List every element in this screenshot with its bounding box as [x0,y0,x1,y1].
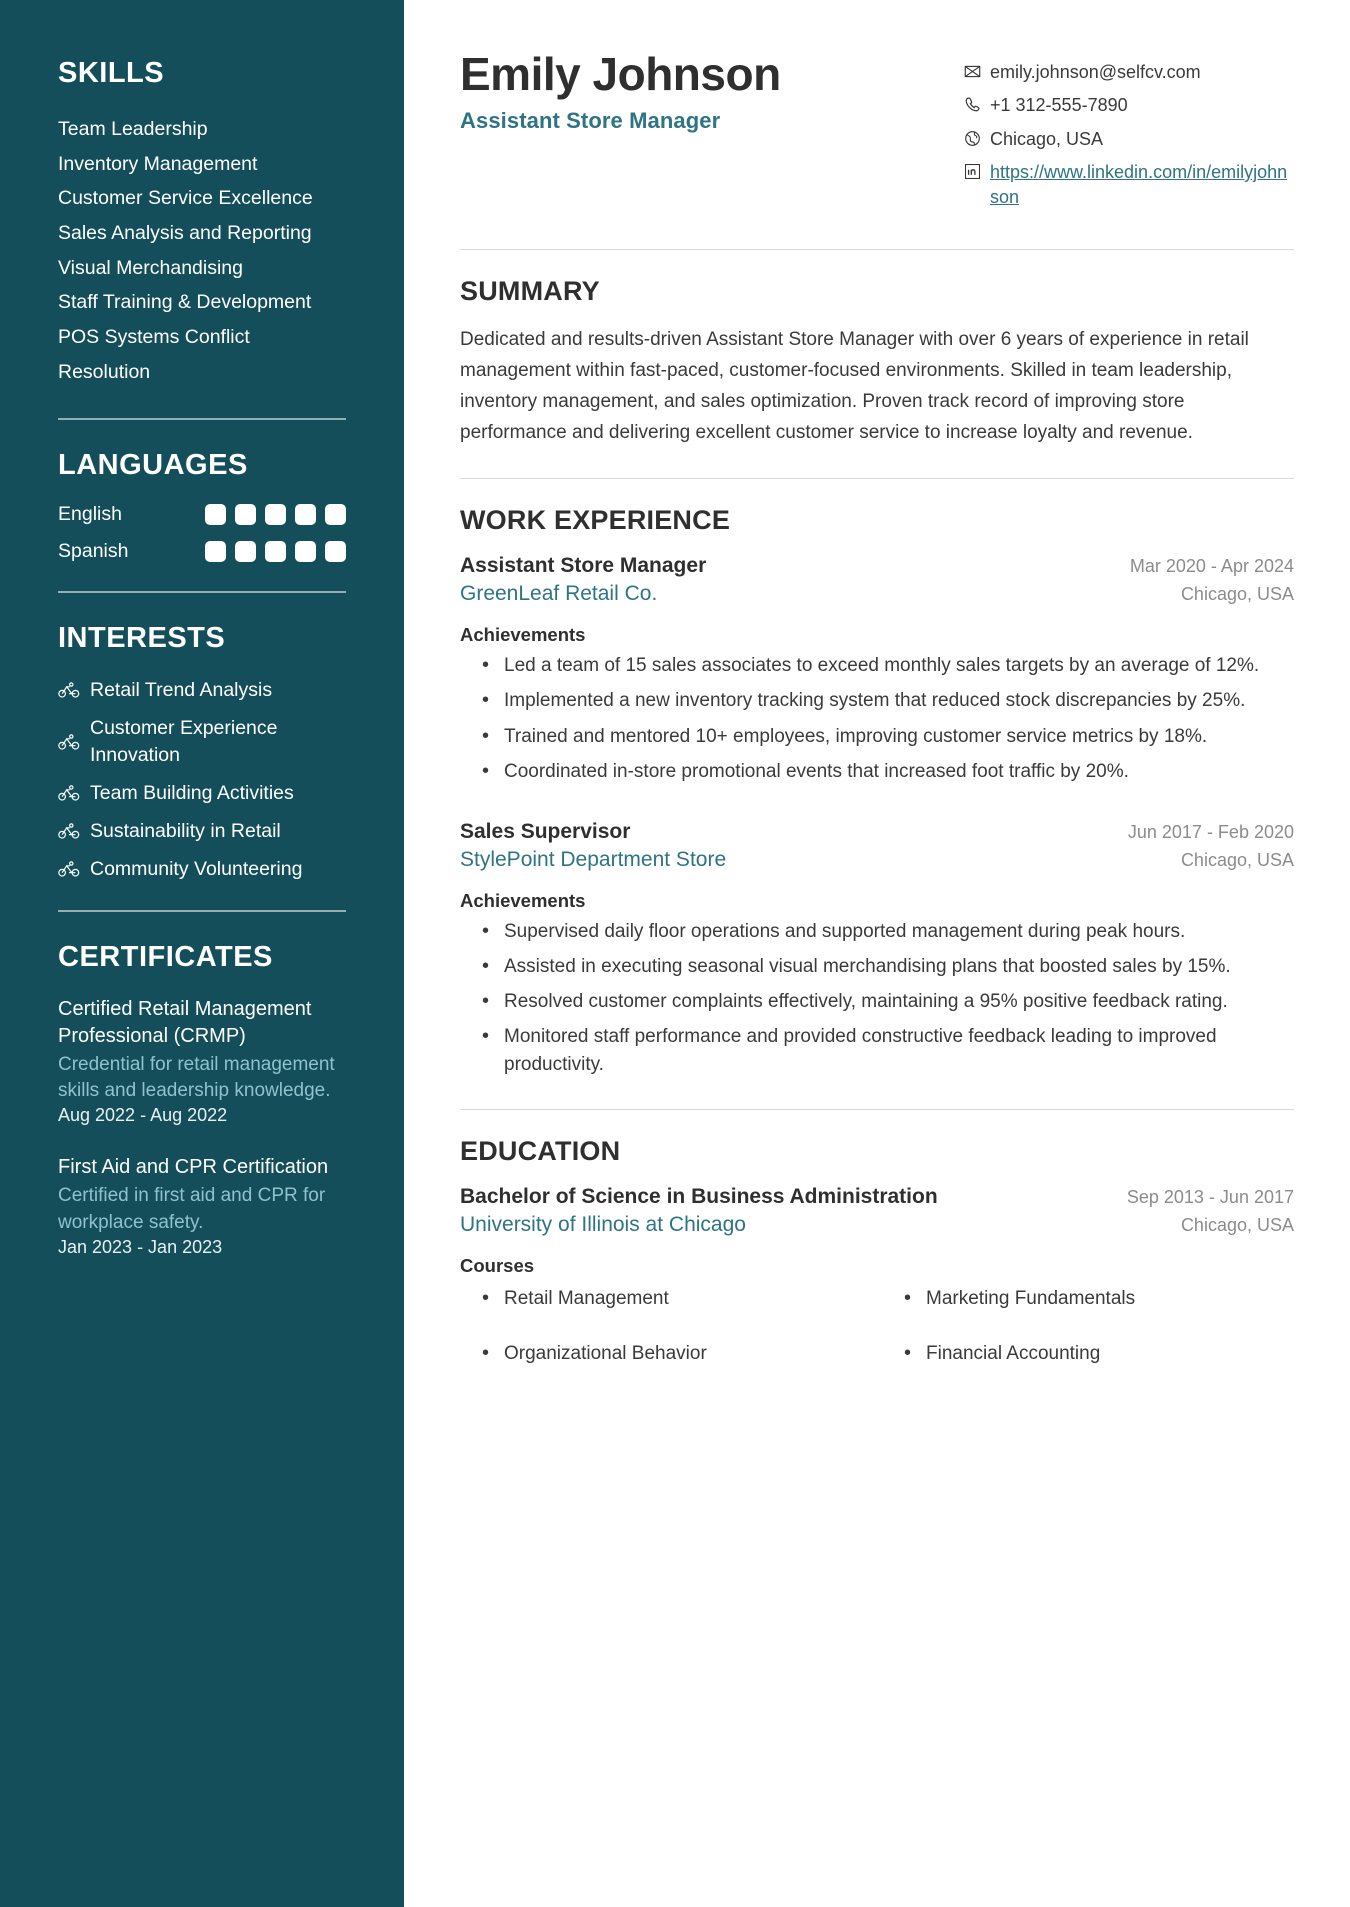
skill-item: Team Leadership [58,117,208,140]
section-work-experience [460,505,1294,1079]
interest-item [58,818,346,844]
education-entry-sub [460,1213,1294,1237]
course-item: • Financial Accounting [892,1340,1294,1369]
achievement-item: • Implemented a new inventory tracking system that reduced stock discrepancies by 25%. [470,687,1294,715]
phone-icon [964,96,981,113]
sidebar-divider [58,591,346,593]
experience-date: Mar 2020 - Apr 2024 [1129,556,1294,577]
interest-item [58,856,346,882]
contact-email [964,60,1294,84]
language-level-english [205,504,346,525]
experience-organization: GreenLeaf Retail Co. [460,582,658,606]
experience-organization: StylePoint Department Store [460,847,727,871]
certificate-title: Certified Retail Management Professional (CRMP) [58,997,312,1047]
skills-list [58,112,346,390]
interest-label: Team Building Activities [90,781,294,804]
main-content [404,0,1350,1907]
courses-list [470,1285,1294,1394]
sidebar-section-interests [58,623,346,882]
envelope-icon [964,63,981,80]
level-square [295,541,316,562]
certificate-description: Certified in first aid and CPR for workplace safety. [58,1185,326,1233]
experience-role: Assistant Store Manager [460,554,707,578]
certificate-item [58,996,346,1126]
section-summary [460,276,1294,448]
level-square [265,504,286,525]
experience-location: Chicago, USA [1180,849,1294,870]
achievement-item: • Monitored staff performance and provided constructive feedback leading to improved productivity. [470,1023,1294,1079]
courses-label: Courses [460,1255,535,1277]
education-date: Sep 2013 - Jun 2017 [1126,1187,1294,1208]
education-school: University of Illinois at Chicago [460,1213,746,1237]
course-item: • Organizational Behavior [470,1340,872,1369]
contact-location [964,127,1294,151]
certificate-description: Credential for retail management skills and leadership knowledge. [58,1053,335,1102]
achievement-item: • Resolved customer complaints effectively, maintaining a 95% positive feedback rating. [470,988,1294,1016]
level-square [205,504,226,525]
interests-heading: INTERESTS [58,622,226,655]
skill-item: Inventory Management [58,152,258,175]
contact-linkedin[interactable] [964,160,1294,210]
language-level-spanish [205,541,346,562]
course-item: • Retail Management [470,1285,872,1314]
interest-item [58,780,346,806]
bicycle-icon [58,822,80,840]
level-square [325,504,346,525]
achievements-label: Achievements [460,889,586,911]
level-square [265,541,286,562]
sidebar [0,0,404,1907]
education-location: Chicago, USA [1180,1215,1294,1236]
work-experience-heading: WORK EXPERIENCE [460,505,731,536]
sidebar-divider [58,910,346,912]
linkedin-icon [964,163,981,180]
education-heading: EDUCATION [460,1136,621,1167]
experience-entry-sub [460,848,1294,872]
certificate-title: First Aid and CPR Certification [58,1156,329,1179]
certificate-item [58,1154,346,1257]
experience-entry-sub [460,582,1294,606]
achievement-item: • Coordinated in-store promotional events that increased foot traffic by 20%. [470,758,1294,786]
language-name: Spanish [58,540,129,563]
bicycle-icon [58,784,80,802]
achievements-list [470,918,1294,1080]
globe-icon [964,130,981,147]
bicycle-icon [58,860,80,878]
level-square [295,504,316,525]
skill-item: Customer Service Excellence [58,187,313,210]
interest-label: Sustainability in Retail [90,819,281,842]
experience-entry-head [460,820,1294,844]
section-divider [460,1109,1294,1110]
interest-item [58,677,346,703]
bicycle-icon [58,681,80,699]
bicycle-icon [58,733,80,751]
contact-email-text: emily.johnson@selfcv.com [990,62,1201,82]
interest-label: Retail Trend Analysis [90,679,273,702]
experience-entry [460,554,1294,785]
job-title: Assistant Store Manager [460,107,721,133]
full-name: Emily Johnson [460,48,781,100]
sidebar-section-skills [58,58,346,390]
interest-label: Customer Experience Innovation [90,717,278,766]
achievement-item: • Assisted in executing seasonal visual merchandising plans that boosted sales by 15%. [470,953,1294,981]
level-square [205,541,226,562]
achievement-item: • Trained and mentored 10+ employees, improving customer service metrics by 18%. [470,723,1294,751]
experience-entry [460,820,1294,1080]
sidebar-section-certificates [58,942,346,1258]
level-square [235,541,256,562]
experience-date: Jun 2017 - Feb 2020 [1127,821,1294,842]
achievement-item: • Supervised daily floor operations and supported management during peak hours. [470,918,1294,946]
language-row [58,540,346,563]
certificates-heading: CERTIFICATES [58,941,273,974]
skill-item: Staff Training & Development [58,291,312,314]
skill-item: Visual Merchandising [58,256,243,279]
section-education [460,1136,1294,1394]
skill-item: Sales Analysis and Reporting [58,222,312,244]
achievement-item: • Led a team of 15 sales associates to exceed monthly sales targets by an average of 12%. [470,652,1294,680]
interest-label: Community Volunteering [90,857,303,880]
experience-entry-head [460,554,1294,578]
course-item: • Marketing Fundamentals [892,1285,1294,1314]
interest-item [58,715,346,767]
achievements-label: Achievements [460,624,586,646]
contact-location-text: Chicago, USA [990,128,1104,149]
skill-item: POS Systems Conflict Resolution [58,326,250,383]
summary-heading: SUMMARY [460,276,600,307]
education-entry-head [460,1185,1294,1209]
languages-heading: LANGUAGES [58,448,248,481]
experience-location: Chicago, USA [1180,584,1294,605]
skills-heading: SKILLS [58,57,165,89]
certificate-date: Jan 2023 - Jan 2023 [58,1236,223,1257]
entry-spacer [460,794,1294,820]
education-entry [460,1185,1294,1394]
sidebar-section-languages [58,450,346,564]
achievements-list [470,652,1294,785]
experience-role: Sales Supervisor [460,819,631,843]
contact-phone-text: +1 312-555-7890 [990,95,1128,116]
linkedin-url[interactable]: https://www.linkedin.com/in/emilyjohnson [990,161,1288,208]
level-square [325,541,346,562]
language-name: English [58,503,122,526]
sidebar-divider [58,418,346,420]
contact-phone [964,93,1294,117]
section-divider [460,249,1294,250]
section-divider [460,478,1294,479]
education-degree: Bachelor of Science in Business Administration [460,1185,938,1209]
level-square [235,504,256,525]
language-row [58,503,346,526]
resume-header [460,50,1294,219]
certificate-date: Aug 2022 - Aug 2022 [58,1105,228,1126]
identity-block [460,50,781,134]
summary-text: Dedicated and results-driven Assistant Store Manager with over 6 years of experience in retail management within fast-paced, customer-focused environments. Skilled in team leadership, inventory management, and sales optimization. Proven track record of improving store performance and delivering excellent customer service to increase loyalty and revenue. [460,329,1249,443]
contact-list [964,50,1294,219]
